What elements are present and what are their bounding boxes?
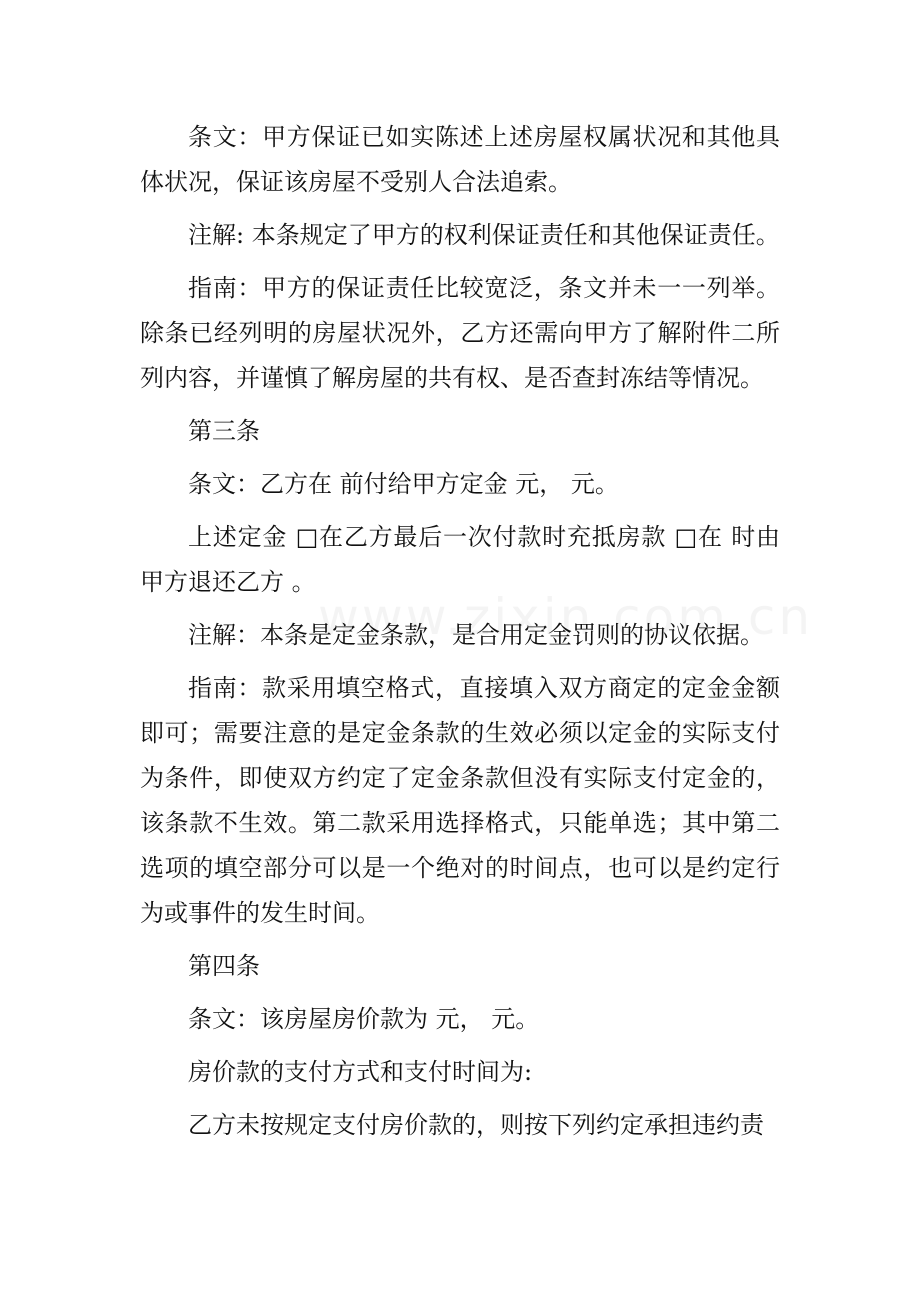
section-heading-3: 第三条	[188, 417, 260, 445]
paragraph-3: 指南：甲方的保证责任比较宽泛，条文并未一一列举。除条已经列明的房屋状况外，乙方还需向甲方了解附件二所列内容，并谨慎了解房屋的共有权、是否查封冻结等情况。	[140, 274, 780, 392]
paragraph-2: 注解: 本条规定了甲方的权利保证责任和其他保证责任。	[188, 221, 780, 249]
paragraph-5: 上述定金 □在乙方最后一次付款时充抵房款 □在 时由甲方退还乙方 。	[140, 523, 780, 596]
paragraph-7: 指南：款采用填空格式，直接填入双方商定的定金金额即可；需要注意的是定金条款的生效必须以定金的实际支付为条件，即使双方约定了定金条款但没有实际支付定金的，该条款不生效。第二款采用选择格式，只能单选；其中第二选项的填空部分可以是一个绝对的时间点，也可以是约定行为或事件的发生时间。	[140, 674, 780, 927]
section-heading-4: 第四条	[188, 952, 260, 980]
paragraph-4: 条文：乙方在 前付给甲方定金 元， 元。	[188, 470, 619, 498]
paragraph-9: 房价款的支付方式和支付时间为:	[188, 1058, 533, 1086]
paragraph-6: 注解：本条是定金条款，是合用定金罚则的协议依据。	[188, 621, 764, 649]
paragraph-10: 乙方未按规定支付房价款的，则按下列约定承担违约责	[188, 1111, 764, 1139]
paragraph-8: 条文：该房屋房价款为 元， 元。	[188, 1005, 540, 1033]
paragraph-1: 条文：甲方保证已如实陈述上述房屋权属状况和其他具体状况，保证该房屋不受别人合法追索。	[140, 123, 780, 196]
document-body	[140, 115, 780, 1156]
